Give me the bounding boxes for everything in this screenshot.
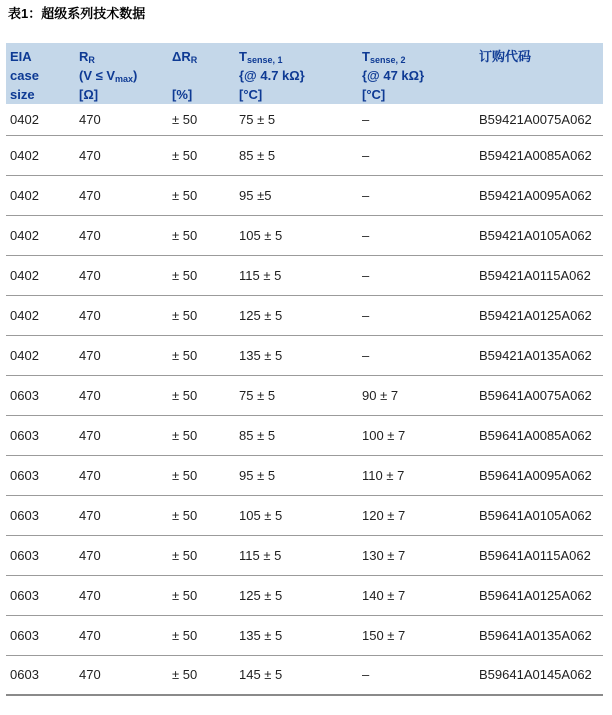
cell-tsense2-value: 110 ± 7 <box>362 467 405 483</box>
table-row <box>6 535 603 575</box>
table-row <box>6 135 603 175</box>
header-line <box>239 47 356 66</box>
rr-symbol: R <box>79 49 89 64</box>
tsense2-condition: {@ 47 kΩ} <box>362 68 425 83</box>
cell-delta-rr-value: ± 50 <box>172 267 198 283</box>
header-unit-celsius-1: [°C] <box>239 87 263 102</box>
cell-eia-case-size: 0402 <box>10 347 39 363</box>
cell-tsense1-value: 135 ± 5 <box>239 347 283 363</box>
cell-tsense2-value: 100 ± 7 <box>362 427 406 443</box>
cell-eia-case-size: 0603 <box>10 427 39 443</box>
cell-tsense2-value: – <box>362 267 370 283</box>
table-row <box>6 655 603 695</box>
header-unit-celsius-2: [°C] <box>362 87 386 102</box>
table-row <box>6 575 603 615</box>
table-row <box>6 415 603 455</box>
cell-rr-value: 470 <box>79 227 101 243</box>
cell-rr-value: 470 <box>79 587 101 603</box>
cell-tsense2-value: 120 ± 7 <box>362 507 406 523</box>
cell-delta-rr-value: ± 50 <box>172 627 198 643</box>
table-row <box>6 295 603 335</box>
table-row <box>6 104 603 135</box>
header-line: size <box>10 87 35 102</box>
tsense1-symbol: T <box>239 49 247 64</box>
cell-tsense2-value: – <box>362 187 370 203</box>
cell-eia-case-size: 0603 <box>10 507 39 523</box>
cell-delta-rr-value: ± 50 <box>172 427 198 443</box>
cell-tsense2-value: – <box>362 111 370 127</box>
header-line: EIA <box>10 49 32 64</box>
cell-eia-case-size: 0402 <box>10 267 39 283</box>
cell-rr-value: 470 <box>79 667 101 683</box>
cell-tsense2-value: – <box>362 667 370 683</box>
table-row <box>6 175 603 215</box>
table-body <box>6 104 603 695</box>
cell-rr-value: 470 <box>79 427 101 443</box>
cell-order-code: B59641A0095A062 <box>479 467 592 483</box>
cell-delta-rr-value: ± 50 <box>172 147 198 163</box>
header-unit-percent: [%] <box>172 87 193 102</box>
cell-eia-case-size: 0402 <box>10 187 39 203</box>
cell-rr-value: 470 <box>79 307 101 323</box>
cell-order-code: B59641A0085A062 <box>479 427 592 443</box>
cell-tsense1-value: 125 ± 5 <box>239 587 283 603</box>
col-header-order-code <box>475 43 603 104</box>
delta-rr-symbol: ΔR <box>172 49 191 64</box>
cell-order-code: B59641A0135A062 <box>479 627 592 643</box>
tsense1-condition: {@ 4.7 kΩ} <box>239 68 305 83</box>
cell-rr-value: 470 <box>79 627 101 643</box>
cell-eia-case-size: 0603 <box>10 467 39 483</box>
table-header <box>6 43 603 104</box>
col-header-rr <box>75 43 168 104</box>
header-line <box>362 47 473 66</box>
cell-tsense1-value: 105 ± 5 <box>239 507 283 523</box>
cell-tsense1-value: 85 ± 5 <box>239 427 276 443</box>
header-line <box>79 47 166 66</box>
cell-tsense1-value: 145 ± 5 <box>239 667 283 683</box>
cell-delta-rr-value: ± 50 <box>172 387 198 403</box>
header-line <box>172 47 233 66</box>
cell-eia-case-size: 0402 <box>10 307 39 323</box>
tsense2-symbol: T <box>362 49 370 64</box>
cell-tsense1-value: 115 ± 5 <box>239 267 282 283</box>
cell-delta-rr-value: ± 50 <box>172 467 198 483</box>
cell-order-code: B59641A0115A062 <box>479 547 591 563</box>
cell-order-code: B59421A0075A062 <box>479 111 592 127</box>
cell-delta-rr-value: ± 50 <box>172 307 198 323</box>
cell-rr-value: 470 <box>79 387 101 403</box>
order-code-label: 订购代码 <box>479 49 532 64</box>
cell-tsense1-value: 95 ± 5 <box>239 467 276 483</box>
cell-eia-case-size: 0603 <box>10 667 39 683</box>
cell-tsense1-value: 75 ± 5 <box>239 387 276 403</box>
cell-order-code: B59421A0095A062 <box>479 187 592 203</box>
col-header-eia-case-size <box>6 43 75 104</box>
cell-tsense1-value: 135 ± 5 <box>239 627 283 643</box>
cell-eia-case-size: 0402 <box>10 227 39 243</box>
cell-tsense2-value: – <box>362 227 370 243</box>
cell-delta-rr-value: ± 50 <box>172 507 198 523</box>
header-row <box>6 43 603 104</box>
table-row <box>6 615 603 655</box>
cell-order-code: B59641A0125A062 <box>479 587 592 603</box>
vmax-subscript: max <box>115 74 134 84</box>
cell-delta-rr-value: ± 50 <box>172 547 198 563</box>
cell-delta-rr-value: ± 50 <box>172 347 198 363</box>
cell-order-code: B59641A0075A062 <box>479 387 592 403</box>
cell-eia-case-size: 0603 <box>10 627 39 643</box>
spec-table <box>6 43 603 696</box>
cell-tsense1-value: 75 ± 5 <box>239 111 276 127</box>
cell-eia-case-size: 0603 <box>10 547 39 563</box>
cell-tsense2-value: 90 ± 7 <box>362 387 399 403</box>
cell-tsense1-value: 95 ±5 <box>239 187 272 203</box>
tsense1-subscript: sense, 1 <box>246 55 283 65</box>
table-row <box>6 455 603 495</box>
header-line: case <box>10 68 39 83</box>
cell-tsense1-value: 125 ± 5 <box>239 307 283 323</box>
cell-rr-value: 470 <box>79 507 101 523</box>
cell-tsense1-value: 115 ± 5 <box>239 547 282 563</box>
cell-tsense2-value: 150 ± 7 <box>362 627 406 643</box>
cell-tsense2-value: 130 ± 7 <box>362 547 406 563</box>
cell-rr-value: 470 <box>79 147 101 163</box>
cell-rr-value: 470 <box>79 467 101 483</box>
cell-order-code: B59421A0115A062 <box>479 267 591 283</box>
tsense2-subscript: sense, 2 <box>369 55 406 65</box>
cell-delta-rr-value: ± 50 <box>172 587 198 603</box>
cell-order-code: B59641A0145A062 <box>479 667 592 683</box>
col-header-tsense1 <box>235 43 358 104</box>
cell-delta-rr-value: ± 50 <box>172 227 198 243</box>
cell-delta-rr-value: ± 50 <box>172 111 198 127</box>
cell-order-code: B59421A0125A062 <box>479 307 592 323</box>
header-unit-ohm: [Ω] <box>79 87 99 102</box>
cell-tsense1-value: 85 ± 5 <box>239 147 276 163</box>
col-header-tsense2 <box>358 43 475 104</box>
table-row <box>6 255 603 295</box>
header-line <box>79 66 166 85</box>
cell-rr-value: 470 <box>79 347 101 363</box>
cell-eia-case-size: 0402 <box>10 147 39 163</box>
delta-rr-subscript: R <box>190 55 198 65</box>
cell-eia-case-size: 0603 <box>10 587 39 603</box>
table-row <box>6 495 603 535</box>
cell-tsense1-value: 105 ± 5 <box>239 227 283 243</box>
cell-tsense2-value: – <box>362 347 370 363</box>
cell-order-code: B59421A0105A062 <box>479 227 592 243</box>
cell-tsense2-value: – <box>362 307 370 323</box>
cell-tsense2-value: 140 ± 7 <box>362 587 406 603</box>
cell-rr-value: 470 <box>79 547 101 563</box>
rr-subscript: R <box>88 55 95 65</box>
table-row <box>6 215 603 255</box>
cell-eia-case-size: 0402 <box>10 111 39 127</box>
cell-tsense2-value: – <box>362 147 370 163</box>
cell-rr-value: 470 <box>79 267 101 283</box>
cell-order-code: B59641A0105A062 <box>479 507 592 523</box>
vmax-condition-post: ) <box>133 68 138 83</box>
header-line-spacer <box>172 66 233 85</box>
col-header-delta-rr <box>168 43 235 104</box>
page-title: 表1：超级系列技术数据 <box>8 6 146 21</box>
cell-eia-case-size: 0603 <box>10 387 39 403</box>
cell-rr-value: 470 <box>79 111 101 127</box>
table-row <box>6 375 603 415</box>
cell-delta-rr-value: ± 50 <box>172 187 198 203</box>
table-row <box>6 335 603 375</box>
vmax-condition-pre: (V ≤ V <box>79 68 116 83</box>
cell-order-code: B59421A0085A062 <box>479 147 592 163</box>
cell-delta-rr-value: ± 50 <box>172 667 198 683</box>
cell-rr-value: 470 <box>79 187 101 203</box>
cell-order-code: B59421A0135A062 <box>479 347 592 363</box>
